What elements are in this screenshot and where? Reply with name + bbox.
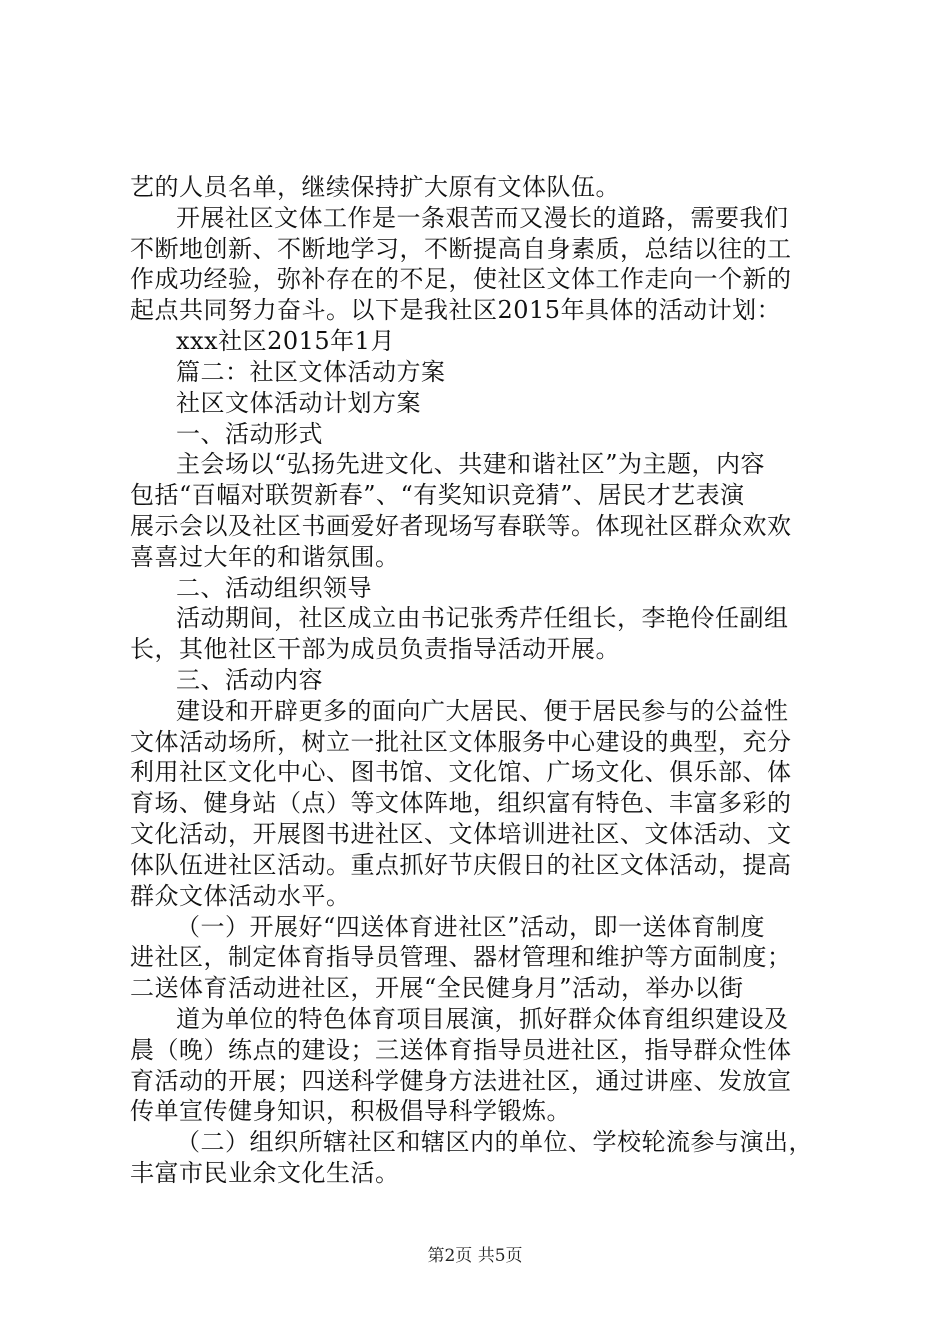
section-heading: 一、活动形式 [176, 420, 323, 448]
text-line: （二）组织所辖社区和辖区内的单位、学校轮流参与演出， [176, 1128, 813, 1156]
text-line: 作成功经验，弥补存在的不足，使社区文体工作走向一个新的 [130, 265, 792, 293]
text-line: 不断地创新、不断地学习，不断提高自身素质，总结以往的工 [130, 235, 792, 263]
text-line: 展示会以及社区书画爱好者现场写春联等。体现社区群众欢欢 [130, 512, 792, 540]
text-line: 利用社区文化中心、图书馆、文化馆、广场文化、俱乐部、体 [130, 758, 792, 786]
text-line: 主会场以“弘扬先进文化、共建和谐社区”为主题，内容 [176, 450, 766, 478]
text-line: 育场、健身站（点）等文体阵地，组织富有特色、丰富多彩的 [130, 789, 792, 817]
text-line: 艺的人员名单，继续保持扩大原有文体队伍。 [130, 173, 620, 201]
text-line: 育活动的开展；四送科学健身方法进社区，通过讲座、发放宣 [130, 1067, 792, 1095]
text-line: 丰富市民业余文化生活。 [130, 1159, 400, 1187]
text-line: 晨（晚）练点的建设；三送体育指导员进社区，指导群众性体 [130, 1036, 792, 1064]
section-title: 篇二：社区文体活动方案 [176, 358, 446, 386]
text-line: 喜喜过大年的和谐氛围。 [130, 543, 400, 571]
text-line: （一）开展好“四送体育进社区”活动，即一送体育制度 [176, 913, 766, 941]
text-line: 道为单位的特色体育项目展演，抓好群众体育组织建设及 [176, 1005, 789, 1033]
text-line: 文化活动，开展图书进社区、文体培训进社区、文体活动、文 [130, 820, 792, 848]
text-line: 起点共同努力奋斗。以下是我社区2015年具体的活动计划： [130, 296, 782, 324]
text-line: 二送体育活动进社区，开展“全民健身月”活动，举办以街 [130, 974, 744, 1002]
text-line: 活动期间，社区成立由书记张秀芹任组长，李艳伶任副组 [176, 604, 789, 632]
text-line: 建设和开辟更多的面向广大居民、便于居民参与的公益性 [176, 697, 789, 725]
text-line: 传单宣传健身知识，积极倡导科学锻炼。 [130, 1097, 571, 1125]
section-heading: 二、活动组织领导 [176, 574, 372, 602]
text-line: 包括“百幅对联贺新春”、“有奖知识竞猜”、居民才艺表演 [130, 481, 745, 509]
text-line: 群众文体活动水平。 [130, 882, 351, 910]
text-line: 文体活动场所，树立一批社区文体服务中心建设的典型，充分 [130, 728, 792, 756]
text-line: 体队伍进社区活动。重点抓好节庆假日的社区文体活动，提高 [130, 851, 792, 879]
text-line: 进社区，制定体育指导员管理、器材管理和维护等方面制度； [130, 943, 792, 971]
text-line: 长，其他社区干部为成员负责指导活动开展。 [130, 635, 620, 663]
text-line: 开展社区文体工作是一条艰苦而又漫长的道路，需要我们 [176, 204, 789, 232]
section-heading: 三、活动内容 [176, 666, 323, 694]
page-footer: 第2页 共5页 [427, 1246, 523, 1266]
section-title: 社区文体活动计划方案 [176, 389, 421, 417]
text-line: xxx社区2015年1月 [176, 327, 395, 355]
